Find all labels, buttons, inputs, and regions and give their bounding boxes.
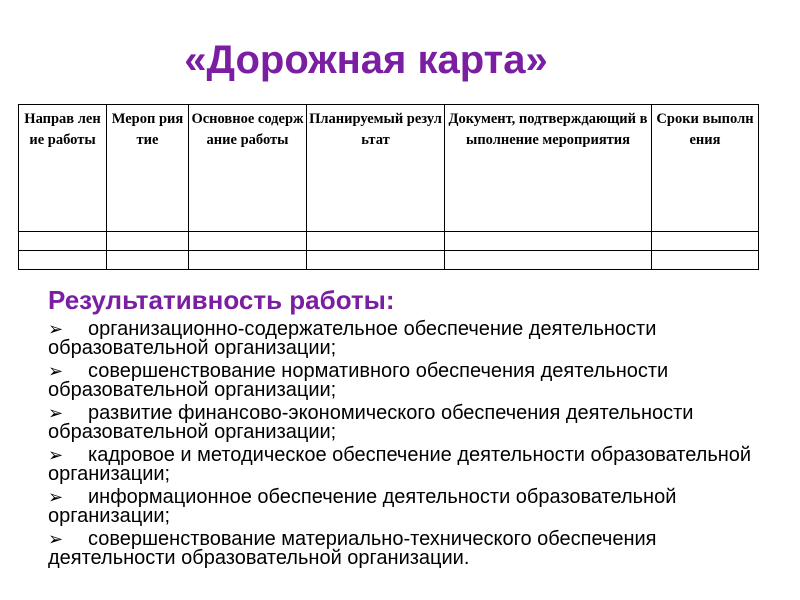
list-item-text: кадровое и методическое обеспечение деятельности образовательной организации; xyxy=(48,444,752,485)
arrow-bullet-icon: ➢ xyxy=(48,319,64,339)
list-item-text: совершенствование нормативного обеспечения деятельности образовательной организации; xyxy=(48,360,669,401)
results-heading: Результативность работы: xyxy=(48,285,395,315)
arrow-bullet-icon: ➢ xyxy=(48,403,64,423)
list-item xyxy=(48,320,768,358)
table-header-row xyxy=(19,105,759,232)
table-cell xyxy=(307,251,445,270)
table-cell xyxy=(19,251,107,270)
list-item-text: информационное обеспечение деятельности образовательной организации; xyxy=(48,486,677,527)
table-cell xyxy=(107,232,189,251)
table-cell xyxy=(307,232,445,251)
arrow-bullet-icon: ➢ xyxy=(48,445,64,465)
table-cell xyxy=(445,251,652,270)
arrow-bullet-icon: ➢ xyxy=(48,487,64,507)
table-cell xyxy=(19,232,107,251)
list-item-text: совершенствование материально-технического обеспечения деятельности образовательной организации. xyxy=(48,528,657,569)
table-cell xyxy=(189,251,307,270)
list-item-text: развитие финансово-экономического обеспечения деятельности образовательной организации; xyxy=(48,402,694,443)
list-item xyxy=(48,488,768,526)
table-cell xyxy=(107,251,189,270)
roadmap-table xyxy=(18,104,759,270)
table-cell xyxy=(652,251,759,270)
list-item xyxy=(48,404,768,442)
list-item xyxy=(48,362,768,400)
header-document: Документ, подтверждающий выполнение мероприятия xyxy=(445,105,652,232)
list-item xyxy=(48,530,768,568)
table-cell xyxy=(652,232,759,251)
header-deadline: Сроки выполнения xyxy=(652,105,759,232)
header-activity: Мероп риятие xyxy=(107,105,189,232)
table-row xyxy=(19,251,759,270)
list-item-text: организационно-содержательное обеспечение деятельности образовательной организации; xyxy=(48,318,657,359)
results-section xyxy=(48,284,768,572)
arrow-bullet-icon: ➢ xyxy=(48,361,64,381)
header-direction: Направ ление работы xyxy=(19,105,107,232)
table-cell xyxy=(189,232,307,251)
list-item xyxy=(48,446,768,484)
header-planned-result: Планируемый результат xyxy=(307,105,445,232)
header-content: Основное содержание работы xyxy=(189,105,307,232)
arrow-bullet-icon: ➢ xyxy=(48,529,64,549)
table-row xyxy=(19,232,759,251)
page-title: «Дорожная карта» xyxy=(184,38,548,82)
results-list xyxy=(48,320,768,568)
table-cell xyxy=(445,232,652,251)
